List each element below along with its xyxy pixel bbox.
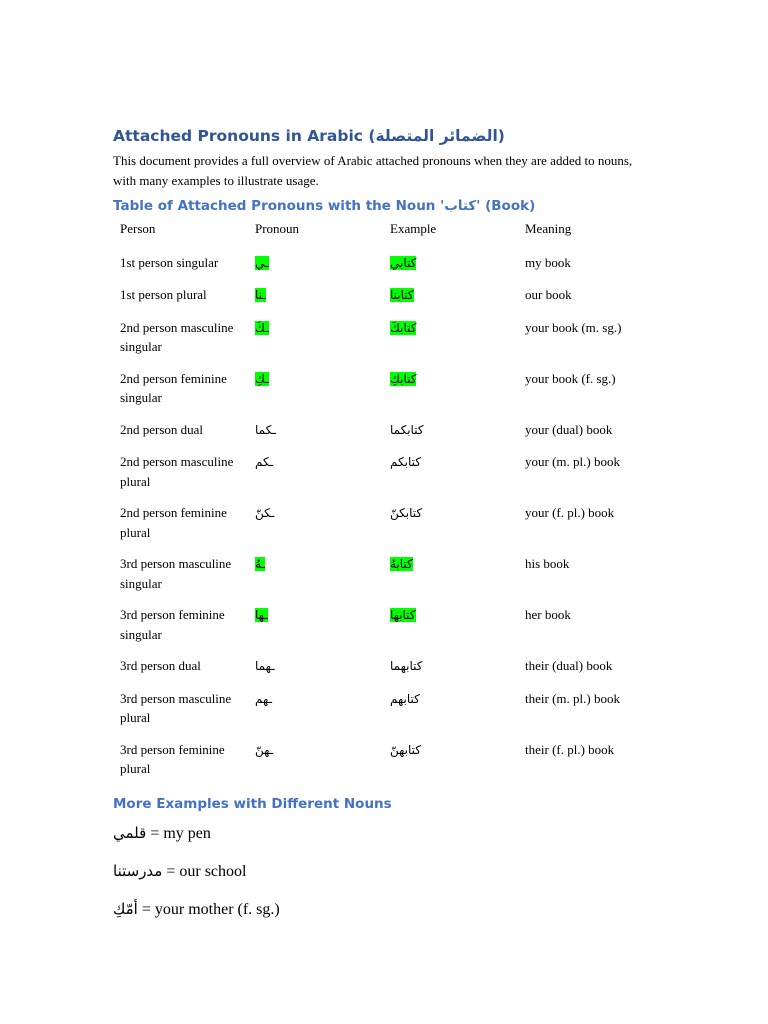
pronoun-text: ـكما xyxy=(255,422,276,437)
pronoun-cell xyxy=(248,251,383,284)
person-cell: 3rd person masculine singular xyxy=(120,556,232,591)
pronoun-text: ـهُ xyxy=(255,557,265,571)
meaning-cell: their (f. pl.) book xyxy=(525,741,615,757)
header-pronoun: Pronoun xyxy=(255,221,300,236)
table-row xyxy=(113,418,655,451)
pronoun-text: ـهم xyxy=(255,691,273,706)
pronoun-text: ـنا xyxy=(255,288,266,302)
person-cell: 3rd person masculine plural xyxy=(120,690,232,725)
person-cell: 3rd person feminine singular xyxy=(120,607,225,642)
person-cell: 3rd person feminine plural xyxy=(120,741,225,776)
document-page xyxy=(113,124,653,936)
table-row xyxy=(113,450,655,501)
example-cell xyxy=(383,603,518,654)
example-text: كتابكَ xyxy=(390,320,417,335)
pronoun-cell xyxy=(248,687,383,738)
meaning-cell: your (f. pl.) book xyxy=(525,505,615,520)
pronoun-cell xyxy=(248,552,383,603)
example-line xyxy=(113,822,653,845)
more-examples-heading: More Examples with Different Nouns xyxy=(113,795,392,812)
meaning-cell: their (dual) book xyxy=(525,658,613,673)
meaning-cell: your book (m. sg.) xyxy=(525,319,622,335)
table-heading: Table of Attached Pronouns with the Noun 'كتاب' (Book) xyxy=(113,198,536,214)
meaning-cell: your (m. pl.) book xyxy=(525,454,620,469)
pronoun-cell xyxy=(248,654,383,687)
pronoun-text: ـكنّ xyxy=(255,506,275,520)
pronoun-text: ـكم xyxy=(255,455,274,469)
example-cell xyxy=(383,738,518,789)
person-cell: 2nd person feminine singular xyxy=(120,370,227,405)
meaning-cell: my book xyxy=(525,254,571,270)
example-text: كتابهنّ xyxy=(390,742,421,757)
example-english: = my pen xyxy=(150,824,211,842)
example-cell xyxy=(383,251,518,284)
example-text: كتابكِ xyxy=(390,371,417,386)
intro-paragraph: This document provides a full overview of Arabic attached pronouns when they are added to nouns, with many examples to illustrate usage. xyxy=(113,153,633,188)
table-header-row xyxy=(113,217,655,251)
example-text: كتابهُ xyxy=(390,557,413,571)
example-text: كتابي xyxy=(390,255,417,270)
example-text: كتابكنّ xyxy=(390,506,423,520)
table-row xyxy=(113,501,655,552)
person-cell: 2nd person masculine singular xyxy=(120,319,234,354)
person-cell: 2nd person masculine plural xyxy=(120,454,234,489)
header-meaning: Meaning xyxy=(525,221,572,236)
document-title: Attached Pronouns in Arabic (الضمائر المتصلة) xyxy=(113,127,505,145)
person-cell: 3rd person dual xyxy=(120,658,201,673)
example-text: كتابكم xyxy=(390,455,421,469)
pronoun-text: ـهنّ xyxy=(255,742,274,757)
pronoun-table xyxy=(113,217,655,789)
pronoun-text: ـكَ xyxy=(255,320,269,335)
pronoun-cell xyxy=(248,738,383,789)
example-cell xyxy=(383,654,518,687)
person-cell: 2nd person feminine plural xyxy=(120,505,227,540)
pronoun-cell xyxy=(248,283,383,316)
example-cell xyxy=(383,687,518,738)
pronoun-cell xyxy=(248,603,383,654)
pronoun-text: ـي xyxy=(255,255,269,270)
header-person: Person xyxy=(120,221,156,236)
example-line xyxy=(113,898,653,921)
person-cell: 2nd person dual xyxy=(120,421,204,437)
example-english: = our school xyxy=(166,862,247,880)
table-row xyxy=(113,687,655,738)
example-text: كتابها xyxy=(390,608,416,622)
meaning-cell: his book xyxy=(525,556,570,571)
meaning-cell: your book (f. sg.) xyxy=(525,370,616,386)
pronoun-text: ـهما xyxy=(255,659,275,673)
table-row xyxy=(113,603,655,654)
example-text: كتابهما xyxy=(390,659,423,673)
pronoun-cell xyxy=(248,316,383,367)
meaning-cell: our book xyxy=(525,287,572,302)
example-text: كتابكما xyxy=(390,422,424,437)
table-row xyxy=(113,283,655,316)
person-cell: 1st person plural xyxy=(120,287,207,302)
example-arabic: قلمي xyxy=(113,823,147,842)
example-line xyxy=(113,860,653,883)
pronoun-cell xyxy=(248,501,383,552)
table-row xyxy=(113,654,655,687)
pronoun-cell xyxy=(248,418,383,451)
examples-list xyxy=(113,822,653,921)
example-cell xyxy=(383,283,518,316)
table-row xyxy=(113,251,655,284)
meaning-cell: their (m. pl.) book xyxy=(525,690,620,706)
pronoun-text: ـها xyxy=(255,608,268,622)
table-row xyxy=(113,738,655,789)
example-cell xyxy=(383,367,518,418)
person-cell: 1st person singular xyxy=(120,254,219,270)
table-row xyxy=(113,316,655,367)
example-cell xyxy=(383,450,518,501)
example-text: كتابنا xyxy=(390,288,414,302)
pronoun-cell xyxy=(248,450,383,501)
example-cell xyxy=(383,316,518,367)
example-cell xyxy=(383,552,518,603)
example-english: = your mother (f. sg.) xyxy=(141,900,280,918)
example-cell xyxy=(383,501,518,552)
example-arabic: مدرستنا xyxy=(113,861,163,880)
example-arabic: أمّكِ xyxy=(113,899,138,918)
example-text: كتابهم xyxy=(390,691,420,706)
meaning-cell: her book xyxy=(525,607,571,622)
header-example: Example xyxy=(390,221,437,236)
pronoun-cell xyxy=(248,367,383,418)
meaning-cell: your (dual) book xyxy=(525,421,613,437)
pronoun-text: ـكِ xyxy=(255,371,269,386)
table-row xyxy=(113,552,655,603)
table-row xyxy=(113,367,655,418)
example-cell xyxy=(383,418,518,451)
